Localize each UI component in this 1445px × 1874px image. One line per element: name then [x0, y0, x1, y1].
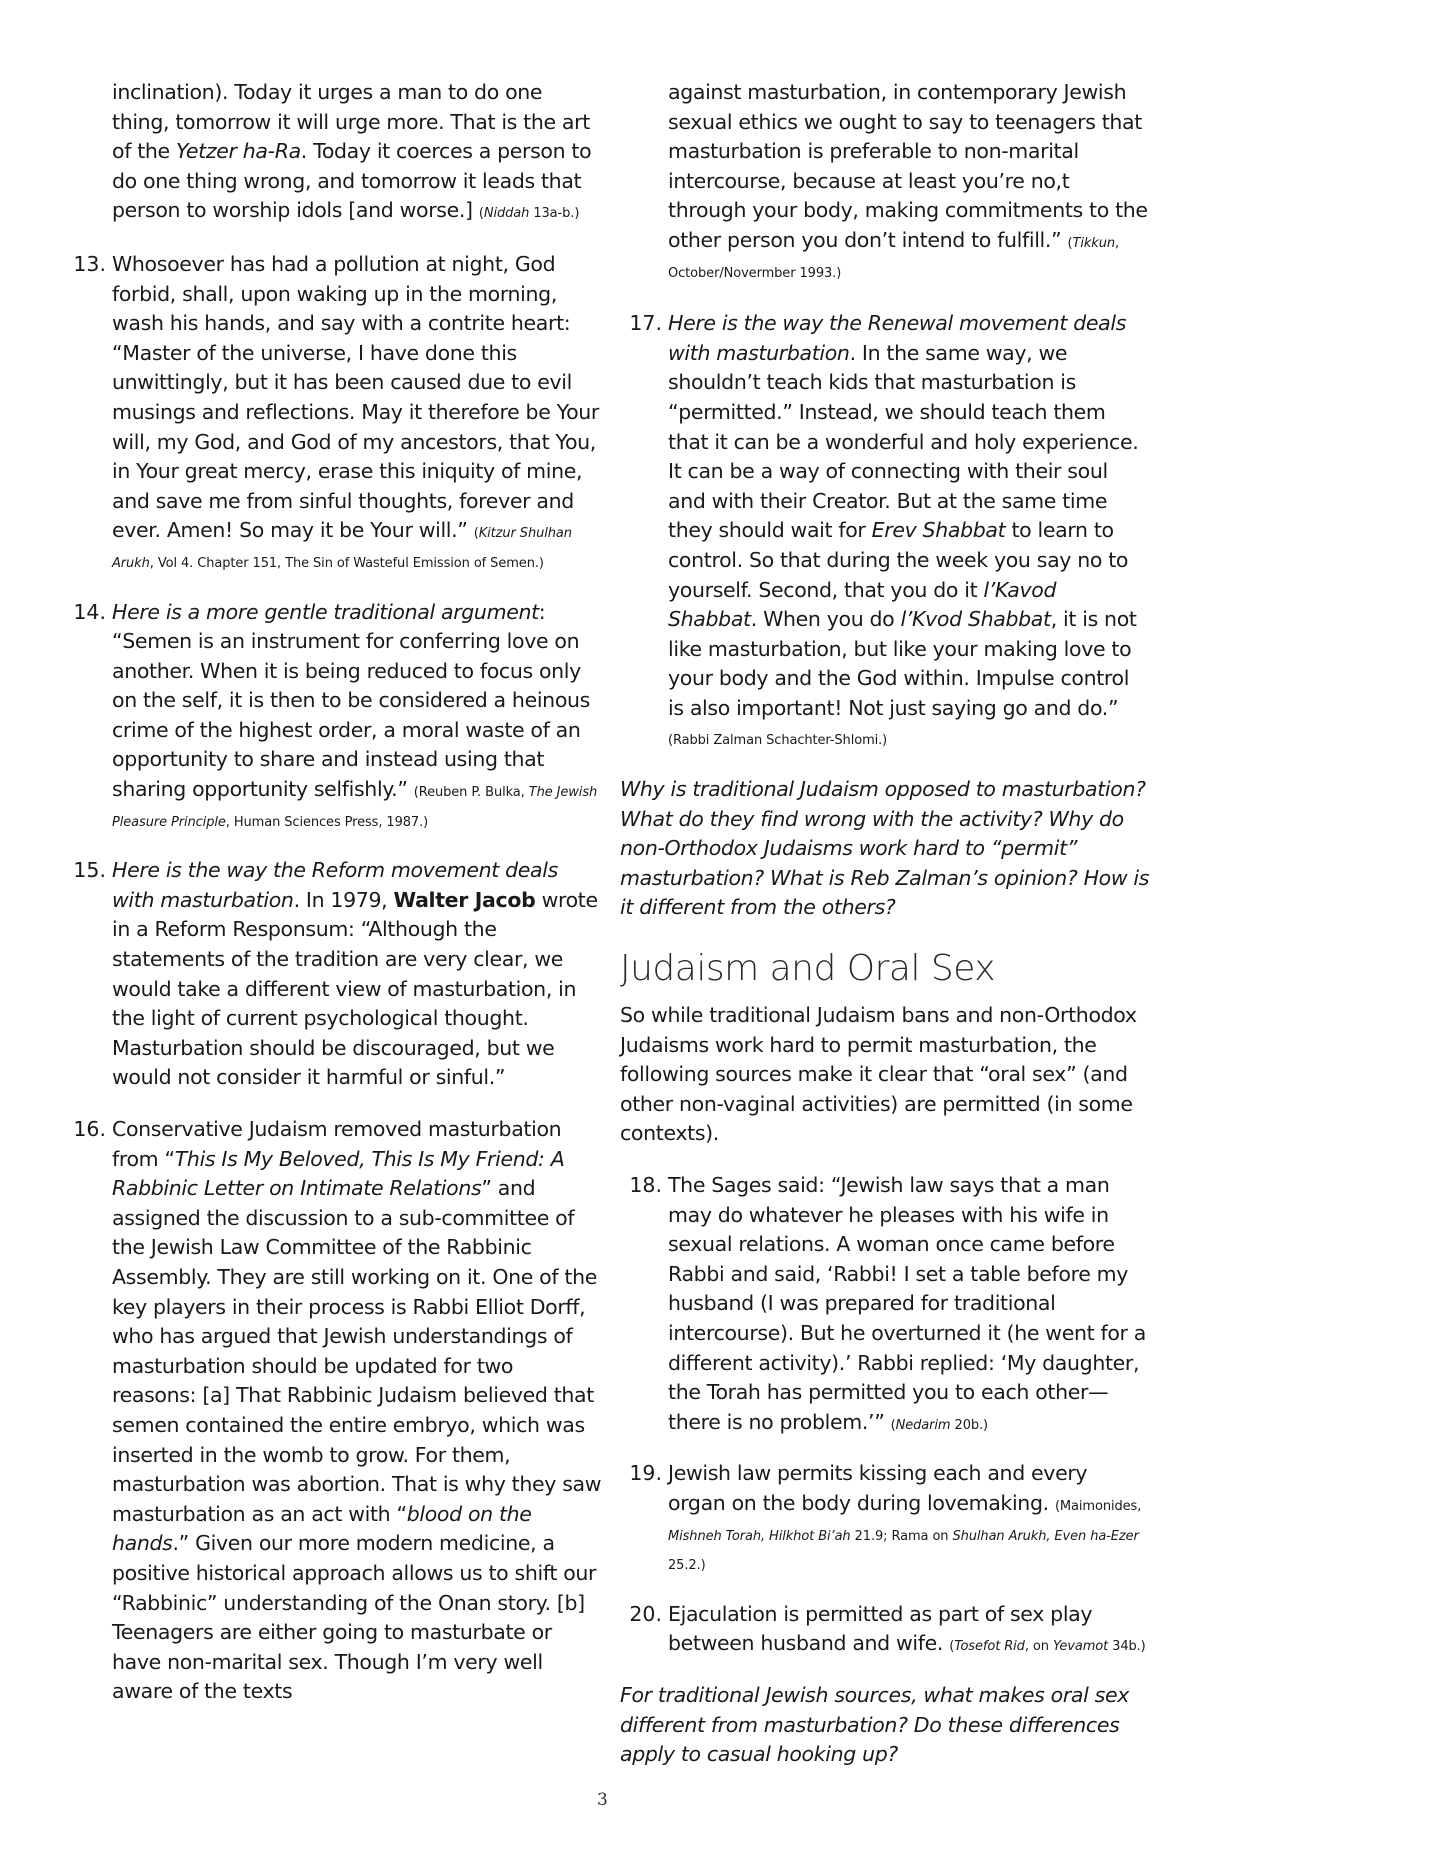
item-number: 20.: [629, 1601, 662, 1626]
item-text: The Sages said: “Jewish law says that a man may do whatever he pleases with his wife in sexual relations. A woman once came before Rabbi and said, ‘Rabbi! I set a table before my husband (I was prepared for traditional intercourse). But he overturned it (he went for a different activity).’ Rabbi replied: ‘My daughter, the Torah has permitted you to each other—there is no problem.’” (Nedarim 20b.): [668, 1173, 1146, 1434]
left-column: [73, 78, 602, 1729]
item-number: 15.: [73, 858, 106, 883]
list-item-18: [629, 1171, 1150, 1437]
bold-name: Walter Jacob: [393, 887, 536, 912]
italic-lead: Here is the way the Reform movement deals with masturbation: [112, 858, 558, 912]
right-column: [620, 78, 1150, 1794]
citation: (Kitzur Shulhan Arukh, Vol 4. Chapter 151, The Sin of Wasteful Emission of Semen.): [112, 526, 572, 571]
citation: (Nedarim 20b.): [890, 1417, 989, 1433]
section-heading: Judaism and Oral Sex: [620, 948, 996, 990]
citation: (Tosefot Rid, on Yevamot 34b.): [949, 1639, 1146, 1655]
item-number: 14.: [73, 599, 106, 624]
list-item-19: [629, 1459, 1150, 1577]
item-text: Here is the way the Renewal movement deals with masturbation. In the same way, we shouldn’t teach kids that masturbation is “permitted.” Instead, we should teach them that it can be a wonderful and holy experience. It can be a way of connecting with their soul and with their Creator. But at the same time they should wait for Erev Shabbat to learn to control. So that during the week you say no to yourself. Second, that you do it l’Kavod Shabbat. When you do l’Kvod Shabbat, it is not like masturbation, but like your making love to your body and the God within. Impulse control is also important! Not just saying go and do.” (Rabbi Zalman Schachter-Shlomi.): [668, 311, 1139, 749]
item-text: Whosoever has had a pollution at night, God forbid, shall, upon waking up in the morning, wash his hands, and say with a contrite heart: “Master of the universe, I have done this unwittingly, but it has been caused due to evil musings and reflections. May it therefore be Your will, my God, and God of my ancestors, that You, in Your great mercy, erase this iniquity of mine, and save me from sinful thoughts, forever and ever. Amen! So may it be Your will.” (Kitzur Shulhan Arukh, Vol 4. Chapter 151, The Sin of Wasteful Emission of Semen.): [112, 251, 599, 571]
item-text: Conservative Judaism removed masturbation from “This Is My Beloved, This Is My Friend: A Rabbinic Letter on Intimate Relations” and assigned the discussion to a sub-committee of the Jewish Law Committee of the Rabbinic Assembly. They are still working on it. One of the key players in their process is Rabbi Elliot Dorff, who has argued that Jewish understandings of masturbation should be updated for two reasons: [a] That Rabbinic Judaism believed that semen contained the entire embryo, which was inserted in the womb to grow. For them, masturbation was abortion. That is why they saw masturbation as an act with “blood on the hands.” Given our more modern medicine, a positive historical approach allows us to shift our “Rabbinic” understanding of the Onan story. [b] Teenagers are either going to masturbate or have non-marital sex. Though I’m very well aware of the texts: [112, 1117, 602, 1704]
item-number: 18.: [629, 1173, 662, 1197]
page-number: 3: [597, 1790, 608, 1810]
list-item-16: [73, 1115, 602, 1707]
item-text: Ejaculation is permitted as part of sex play between husband and wife. (Tosefot Rid, on Yevamot 34b.): [668, 1601, 1146, 1656]
right-list: [629, 78, 1150, 753]
list-item-13: [73, 250, 602, 576]
discussion-question: Why is traditional Judaism opposed to masturbation? What do they find wrong with the activity? Why do non-Orthodox Judaisms work hard to “permit” masturbation? What is Reb Zalman’s opinion? How is it different from the others?: [620, 777, 1150, 920]
item-number: 13.: [73, 251, 106, 276]
right-list-oral: [629, 1171, 1150, 1659]
italic-lead: Here is a more gentle traditional argument: [112, 599, 539, 624]
italic-phrase: blood on the hands: [112, 1501, 532, 1556]
italic-title: This Is My Beloved, This Is My Friend: A Rabbinic Letter on Intimate Relations: [112, 1146, 565, 1201]
item-text: Here is the way the Reform movement deals with masturbation. In 1979, Walter Jacob wrote in a Reform Responsum: “Although the statements of the tradition are very clear, we would take a different view of masturbation, in the light of current psychological thought. Masturbation should be discouraged, but we would not consider it harmful or sinful.”: [112, 858, 598, 1090]
citation: (Rabbi Zalman Schachter-Shlomi.): [668, 733, 888, 749]
citation: (Reuben P. Bulka, The Jewish Pleasure Principle, Human Sciences Press, 1987.): [112, 785, 598, 830]
item-number: 16.: [73, 1117, 106, 1141]
paragraph-text: . Today it coerces a person to do one thing wrong, and tomorrow it leads that person to worship idols [and worse.]: [112, 139, 592, 223]
item-text: Jewish law permits kissing each and every organ on the body during lovemaking. (Maimonides, Mishneh Torah, Hilkhot Bi’ah 21.9; Rama on Shulhan Arukh, Even ha-Ezer 25.2.): [668, 1461, 1142, 1574]
citation: (Maimonides, Mishneh Torah, Hilkhot Bi’ah 21.9; Rama on Shulhan Arukh, Even ha-Ezer 25.2.): [668, 1498, 1142, 1574]
citation: (Tikkun, October/Novermber 1993.): [668, 235, 1120, 281]
italic-term: Yetzer ha-Ra: [176, 139, 301, 164]
citation: (Niddah 13a-b.): [478, 206, 580, 222]
list-item-17: [629, 309, 1150, 753]
list-item-20: [629, 1600, 1150, 1659]
continued-paragraph: [112, 78, 602, 226]
discussion-question: For traditional Jewish sources, what makes oral sex different from masturbation? Do these differences apply to casual hooking up?: [620, 1682, 1130, 1767]
section-intro: So while traditional Judaism bans and non-Orthodox Judaisms work hard to permit masturbation, the following sources make it clear that “oral sex” (and other non-vaginal activities) are permitted (in some contexts).: [620, 1003, 1137, 1146]
list-item-14: [73, 598, 602, 835]
item-text: Here is a more gentle traditional argument: “Semen is an instrument for conferring love on another. When it is being reduced to focus only on the self, it is then to be considered a heinous crime of the highest order, a moral waste of an opportunity to share and instead using that sharing opportunity selfishly.” (Reuben P. Bulka, The Jewish Pleasure Principle, Human Sciences Press, 1987.): [112, 599, 598, 830]
item-number: 19.: [629, 1461, 662, 1486]
item-number: 17.: [629, 311, 662, 336]
continued-paragraph: against masturbation, in contemporary Jewish sexual ethics we ought to say to teenagers that masturbation is preferable to non-marital intercourse, because at least you’re no,t through your body, making commitments to the other person you don’t intend to fulfill.” (Tikkun, October/Novermber 1993.): [668, 80, 1148, 281]
paragraph-text: inclination). Today it urges a man to do one thing, tomorrow it will urge more. That is the art of the: [112, 80, 590, 164]
list-item-15: [73, 856, 602, 1093]
italic-lead: Here is the way the Renewal movement deals with masturbation: [668, 311, 1127, 365]
